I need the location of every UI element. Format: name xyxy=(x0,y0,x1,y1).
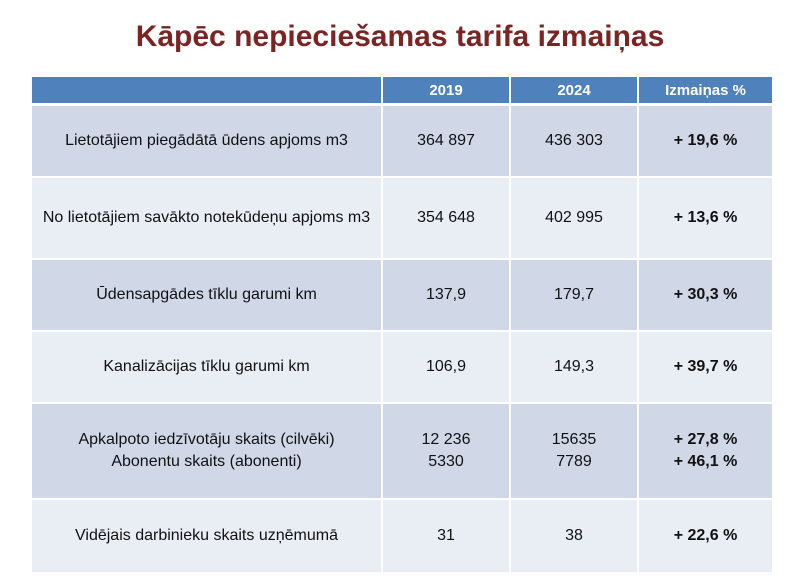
table-row xyxy=(32,259,772,331)
table-row xyxy=(32,331,772,403)
change-percent: + 22,6 % xyxy=(638,499,772,573)
table-row xyxy=(32,177,772,259)
value-2019: 31 xyxy=(382,499,510,573)
value-2024: 15635 7789 xyxy=(510,403,638,499)
row-label: Vidējais darbinieku skaits uzņēmumā xyxy=(32,499,382,573)
table-row xyxy=(32,499,772,573)
table-row xyxy=(32,105,772,177)
change-percent: + 27,8 % + 46,1 % xyxy=(638,403,772,499)
change-percent: + 19,6 % xyxy=(638,105,772,177)
change-percent: + 39,7 % xyxy=(638,331,772,403)
row-label: Ūdensapgādes tīklu garumi km xyxy=(32,259,382,331)
value-2024: 402 995 xyxy=(510,177,638,259)
row-label: Kanalizācijas tīklu garumi km xyxy=(32,331,382,403)
value-2019: 364 897 xyxy=(382,105,510,177)
header-label-cell xyxy=(32,77,382,105)
value-2024: 436 303 xyxy=(510,105,638,177)
header-2019: 2019 xyxy=(382,77,510,105)
change-percent: + 30,3 % xyxy=(638,259,772,331)
value-2019: 137,9 xyxy=(382,259,510,331)
header-change-percent: Izmaiņas % xyxy=(638,77,772,105)
row-label: No lietotājiem savākto notekūdeņu apjoms m3 xyxy=(32,177,382,259)
value-2019: 12 236 5330 xyxy=(382,403,510,499)
row-label: Lietotājiem piegādātā ūdens apjoms m3 xyxy=(32,105,382,177)
change-percent: + 13,6 % xyxy=(638,177,772,259)
value-2024: 179,7 xyxy=(510,259,638,331)
value-2019: 354 648 xyxy=(382,177,510,259)
value-2019: 106,9 xyxy=(382,331,510,403)
row-label: Apkalpoto iedzīvotāju skaits (cilvēki) Abonentu skaits (abonenti) xyxy=(32,403,382,499)
table-row xyxy=(32,403,772,499)
header-2024: 2024 xyxy=(510,77,638,105)
slide-title: Kāpēc nepieciešamas tarifa izmaiņas xyxy=(135,20,665,53)
value-2024: 149,3 xyxy=(510,331,638,403)
table-header-row xyxy=(32,77,772,105)
tariff-table xyxy=(32,77,772,574)
value-2024: 38 xyxy=(510,499,638,573)
